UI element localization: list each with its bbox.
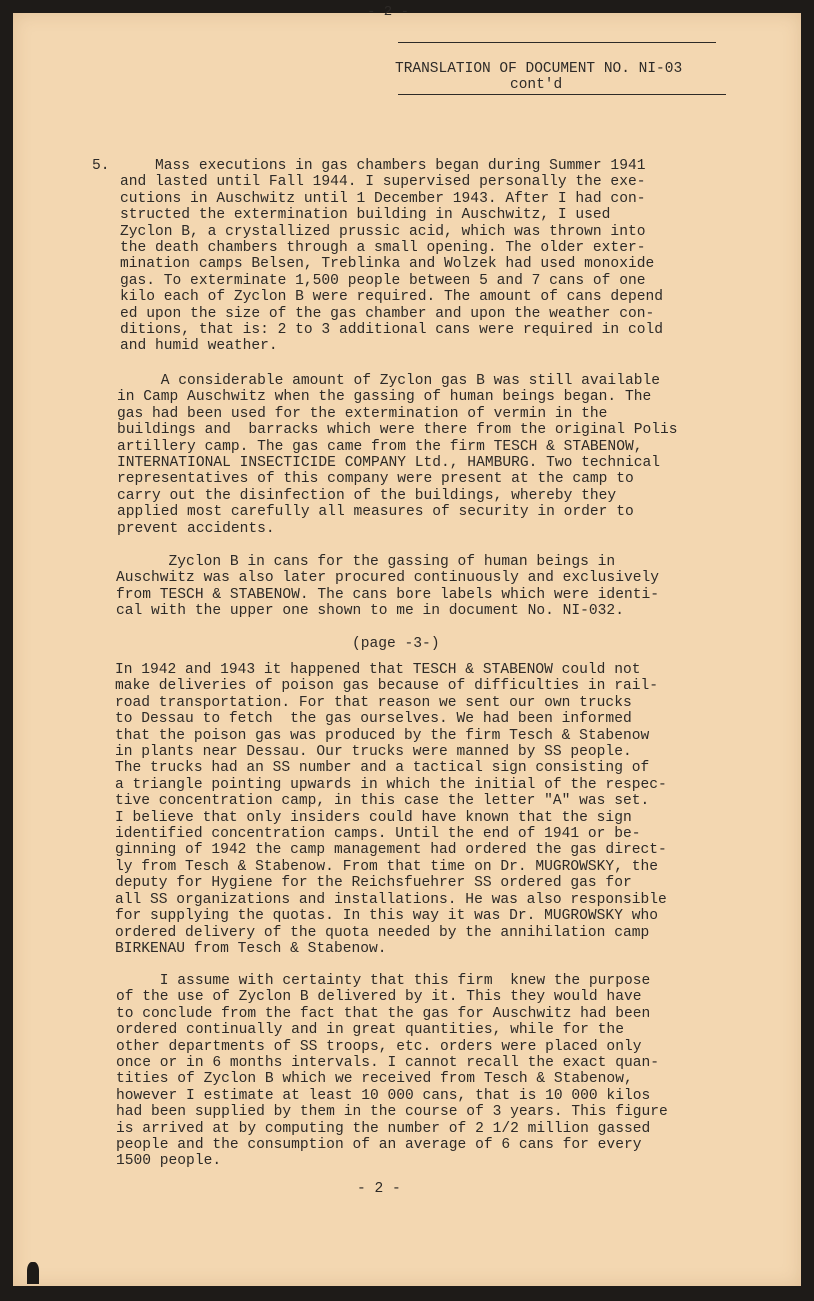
text-line: a triangle pointing upwards in which the initial of the respec- xyxy=(115,776,667,793)
text-line: all SS organizations and installations. He was also responsible xyxy=(115,891,667,908)
text-line: tive concentration camp, in this case the letter "A" was set. xyxy=(115,793,650,810)
header-top-rule xyxy=(398,42,716,43)
text-line: and lasted until Fall 1944. I supervised personally the exe- xyxy=(120,174,646,191)
text-line: INTERNATIONAL INSECTICIDE COMPANY Ltd., HAMBURG. Two technical xyxy=(117,455,660,472)
text-line: Mass executions in gas chambers began during Summer 1941 xyxy=(120,158,646,174)
text-line: I believe that only insiders could have known that the sign xyxy=(115,809,632,826)
text-line: people and the consumption of an average of 6 cans for every xyxy=(116,1137,642,1154)
text-line: carry out the disinfection of the buildings, whereby they xyxy=(117,487,617,504)
text-line: I assume with certainty that this firm knew the purpose xyxy=(116,973,651,989)
text-line: Auschwitz was also later procured continuously and exclusively xyxy=(116,570,659,587)
header-bottom-rule xyxy=(398,94,726,95)
text-line: deputy for Hygiene for the Reichsfuehrer SS ordered gas for xyxy=(115,875,632,892)
text-line: Zyclon B, a crystallized prussic acid, which was thrown into xyxy=(120,223,646,240)
text-line: representatives of this company were present at the camp to xyxy=(117,471,634,488)
text-line: once or in 6 months intervals. I cannot recall the exact quan- xyxy=(116,1055,659,1072)
text-line: however I estimate at least 10 000 cans, that is 10 000 kilos xyxy=(116,1087,651,1104)
text-line: 1500 people. xyxy=(116,1153,222,1170)
text-line: buildings and barracks which were there from the original Polis xyxy=(117,422,678,439)
text-line: prevent accidents. xyxy=(117,520,275,537)
text-line: A considerable amount of Zyclon gas B was still available xyxy=(117,373,660,389)
corner-smudge xyxy=(27,1262,39,1284)
text-line: in Camp Auschwitz when the gassing of human beings began. The xyxy=(117,389,652,406)
text-line: ed upon the size of the gas chamber and upon the weather con- xyxy=(120,305,655,322)
paragraph-3 xyxy=(116,554,659,620)
document-header-continued: cont'd xyxy=(510,77,563,93)
text-line: ordered continually and in great quantities, while for the xyxy=(116,1022,624,1039)
text-line: cal with the upper one shown to me in document No. NI-032. xyxy=(116,603,624,620)
paragraph-5 xyxy=(116,973,668,1170)
text-line: artillery camp. The gas came from the firm TESCH & STABENOW, xyxy=(117,438,643,455)
text-line: The trucks had an SS number and a tactical sign consisting of xyxy=(115,760,650,777)
document-header-title: TRANSLATION OF DOCUMENT NO. NI-03 xyxy=(395,61,683,77)
text-line: for supplying the quotas. In this way it was Dr. MUGROWSKY who xyxy=(115,908,658,925)
paragraph-4 xyxy=(115,662,667,957)
text-line: road transportation. For that reason we sent our own trucks xyxy=(115,694,632,711)
text-line: in plants near Dessau. Our trucks were manned by SS people. xyxy=(115,744,632,761)
text-line: other departments of SS troops, etc. orders were placed only xyxy=(116,1038,642,1055)
text-line: identified concentration camps. Until the end of 1941 or be- xyxy=(115,826,641,843)
text-line: applied most carefully all measures of security in order to xyxy=(117,504,634,521)
paragraph-number: 5. xyxy=(92,158,110,174)
text-line: structed the extermination building in Auschwitz, I used xyxy=(120,207,611,224)
text-line: ly from Tesch & Stabenow. From that time on Dr. MUGROWSKY, the xyxy=(115,858,658,875)
text-line: ginning of 1942 the camp management had ordered the gas direct- xyxy=(115,842,667,859)
text-line: tities of Zyclon B which we received from Tesch & Stabenow, xyxy=(116,1071,633,1088)
text-line: gas. To exterminate 1,500 people between 5 and 7 cans of one xyxy=(120,272,646,289)
page-3-marker: (page -3-) xyxy=(352,636,440,652)
text-line: of the use of Zyclon B delivered by it. This they would have xyxy=(116,989,642,1006)
text-line: to Dessau to fetch the gas ourselves. We had been informed xyxy=(115,711,632,728)
text-line: ordered delivery of the quota needed by the annihilation camp xyxy=(115,924,650,941)
text-line: mination camps Belsen, Treblinka and Wolzek had used monoxide xyxy=(120,256,655,273)
text-line: from TESCH & STABENOW. The cans bore labels which were identi- xyxy=(116,586,659,603)
text-line: make deliveries of poison gas because of difficulties in rail- xyxy=(115,678,658,695)
page-number-bottom: - 2 - xyxy=(357,1181,401,1197)
text-line: BIRKENAU from Tesch & Stabenow. xyxy=(115,940,387,957)
paragraph-1 xyxy=(120,158,663,355)
text-line: cutions in Auschwitz until 1 December 1943. After I had con- xyxy=(120,190,646,207)
text-line: that the poison gas was produced by the firm Tesch & Stabenow xyxy=(115,727,650,744)
text-line: In 1942 and 1943 it happened that TESCH & STABENOW could not xyxy=(115,662,641,678)
page-number-top: - 2 - xyxy=(367,4,410,20)
text-line: the death chambers through a small opening. The older exter- xyxy=(120,240,646,257)
text-line: ditions, that is: 2 to 3 additional cans were required in cold xyxy=(120,322,663,339)
paragraph-2 xyxy=(117,373,678,537)
text-line: is arrived at by computing the number of 2 1/2 million gassed xyxy=(116,1120,651,1137)
text-line: had been supplied by them in the course of 3 years. This figure xyxy=(116,1104,668,1121)
text-line: and humid weather. xyxy=(120,338,278,355)
text-line: to conclude from the fact that the gas for Auschwitz had been xyxy=(116,1005,651,1022)
text-line: Zyclon B in cans for the gassing of human beings in xyxy=(116,554,616,570)
text-line: gas had been used for the extermination of vermin in the xyxy=(117,405,608,422)
text-line: kilo each of Zyclon B were required. The amount of cans depend xyxy=(120,289,663,306)
